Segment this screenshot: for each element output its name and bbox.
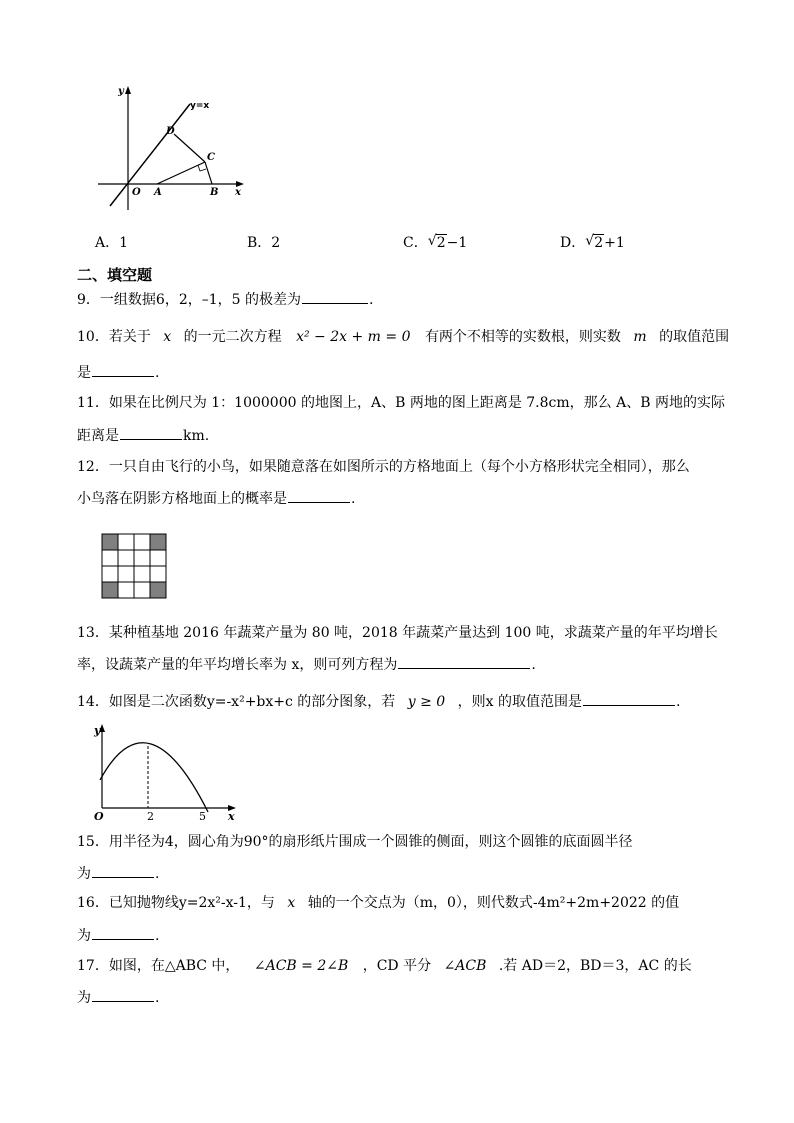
answer-blank[interactable]	[288, 488, 350, 503]
answer-blank[interactable]	[92, 362, 154, 377]
answer-blank[interactable]	[120, 425, 182, 440]
label-x: x	[228, 810, 235, 822]
question-9: 9．一组数据6，2，–1，5 的极差为 .	[77, 289, 373, 310]
option-d: D． √ 2+1	[560, 233, 625, 251]
grid-cell-shaded	[102, 582, 118, 598]
question-10-line1: 10．若关于 x 的一元二次方程 x² − 2x + m = 0 有两个不相等的实数根，则实数 m 的取值范围	[77, 329, 730, 345]
question-12-line2: 小鸟落在阴影方格地面上的概率是 .	[77, 488, 355, 509]
question-10-line2: 是 .	[77, 362, 159, 383]
label-o: O	[94, 810, 104, 822]
answer-blank[interactable]	[92, 987, 154, 1002]
label-x: x	[235, 187, 241, 198]
label-y: y	[118, 86, 124, 97]
grid-cell-shaded	[150, 582, 166, 598]
grid-cell	[102, 550, 118, 566]
label-c: C	[207, 152, 215, 163]
label-y: y	[94, 724, 101, 737]
question-15-line2: 为 .	[77, 863, 159, 884]
question-13-line2: 率，设蔬菜产量的年平均增长率为 x，则可列方程为 .	[77, 654, 536, 675]
option-a: A．1	[95, 235, 129, 251]
figure-14-parabola	[92, 720, 242, 822]
tick-2: 2	[147, 810, 154, 822]
sqrt-expression: √ 2	[585, 233, 604, 251]
segment-dc	[174, 134, 205, 162]
grid-cell	[118, 582, 134, 598]
answer-blank[interactable]	[583, 691, 675, 706]
grid-cell	[134, 550, 150, 566]
question-17-line1: 17．如图，在△ABC 中， ∠ACB = 2∠B ，CD 平分 ∠ACB .若 AD＝2，BD＝3，AC 的长	[77, 958, 692, 974]
option-c: C． √ 2−1	[403, 233, 468, 251]
answer-blank[interactable]	[398, 654, 530, 669]
question-11-line2: 距离是 km.	[77, 425, 209, 446]
grid-cell	[150, 550, 166, 566]
question-17-line2: 为 .	[77, 987, 159, 1008]
label-d: D	[166, 126, 175, 137]
section-title: 二、填空题	[77, 266, 153, 284]
grid-cell	[134, 582, 150, 598]
sqrt-expression: √ 2	[427, 233, 446, 251]
right-angle-mark	[198, 165, 206, 171]
question-16-line1: 16．已知抛物线y=2x²-x-1，与 x 轴的一个交点为（m，0），则代数式-4m²+2m+2022 的值	[77, 895, 680, 911]
option-b: B．2	[247, 235, 281, 251]
grid-cell	[134, 534, 150, 550]
grid-cell	[118, 566, 134, 582]
label-b: B	[210, 187, 219, 198]
label-o: O	[132, 187, 141, 198]
grid-cell	[150, 566, 166, 582]
tick-5: 5	[199, 810, 206, 822]
question-13-line1: 13．某种植基地 2016 年蔬菜产量为 80 吨，2018 年蔬菜产量达到 100 吨，求蔬菜产量的年平均增长	[77, 625, 718, 641]
label-a: A	[154, 187, 162, 198]
question-12-line1: 12．一只自由飞行的小鸟，如果随意落在如图所示的方格地面上（每个小方格形状完全相同），那么	[77, 459, 690, 475]
question-14: 14．如图是二次函数y=-x²+bx+c 的部分图象，若 y ≥ 0 ，则x 的取值范围是 .	[77, 691, 680, 712]
segment-cb	[205, 162, 212, 184]
grid-cell	[102, 566, 118, 582]
y-axis-arrow	[125, 86, 131, 94]
grid-cell	[118, 550, 134, 566]
grid-cell	[118, 534, 134, 550]
question-16-line2: 为 .	[77, 925, 159, 946]
grid-figure	[100, 532, 168, 600]
grid-cell-shaded	[102, 534, 118, 550]
question-11-line1: 11．如果在比例尺为 1：1000000 的地图上，A、B 两地的图上距离是 7.8cm，那么 A、B 两地的实际	[77, 395, 725, 411]
question-15-line1: 15．用半径为4，圆心角为90°的扇形纸片围成一个圆锥的侧面，则这个圆锥的底面圆半径	[77, 834, 633, 850]
grid-cell	[134, 566, 150, 582]
answer-blank[interactable]	[302, 289, 368, 304]
grid-cell-shaded	[150, 534, 166, 550]
answer-blank[interactable]	[92, 925, 154, 940]
parabola-curve	[100, 743, 208, 812]
label-line: y=x	[190, 101, 210, 111]
answer-blank[interactable]	[92, 863, 154, 878]
figure-8-graph	[92, 82, 252, 212]
line-y-equals-x	[110, 104, 190, 206]
